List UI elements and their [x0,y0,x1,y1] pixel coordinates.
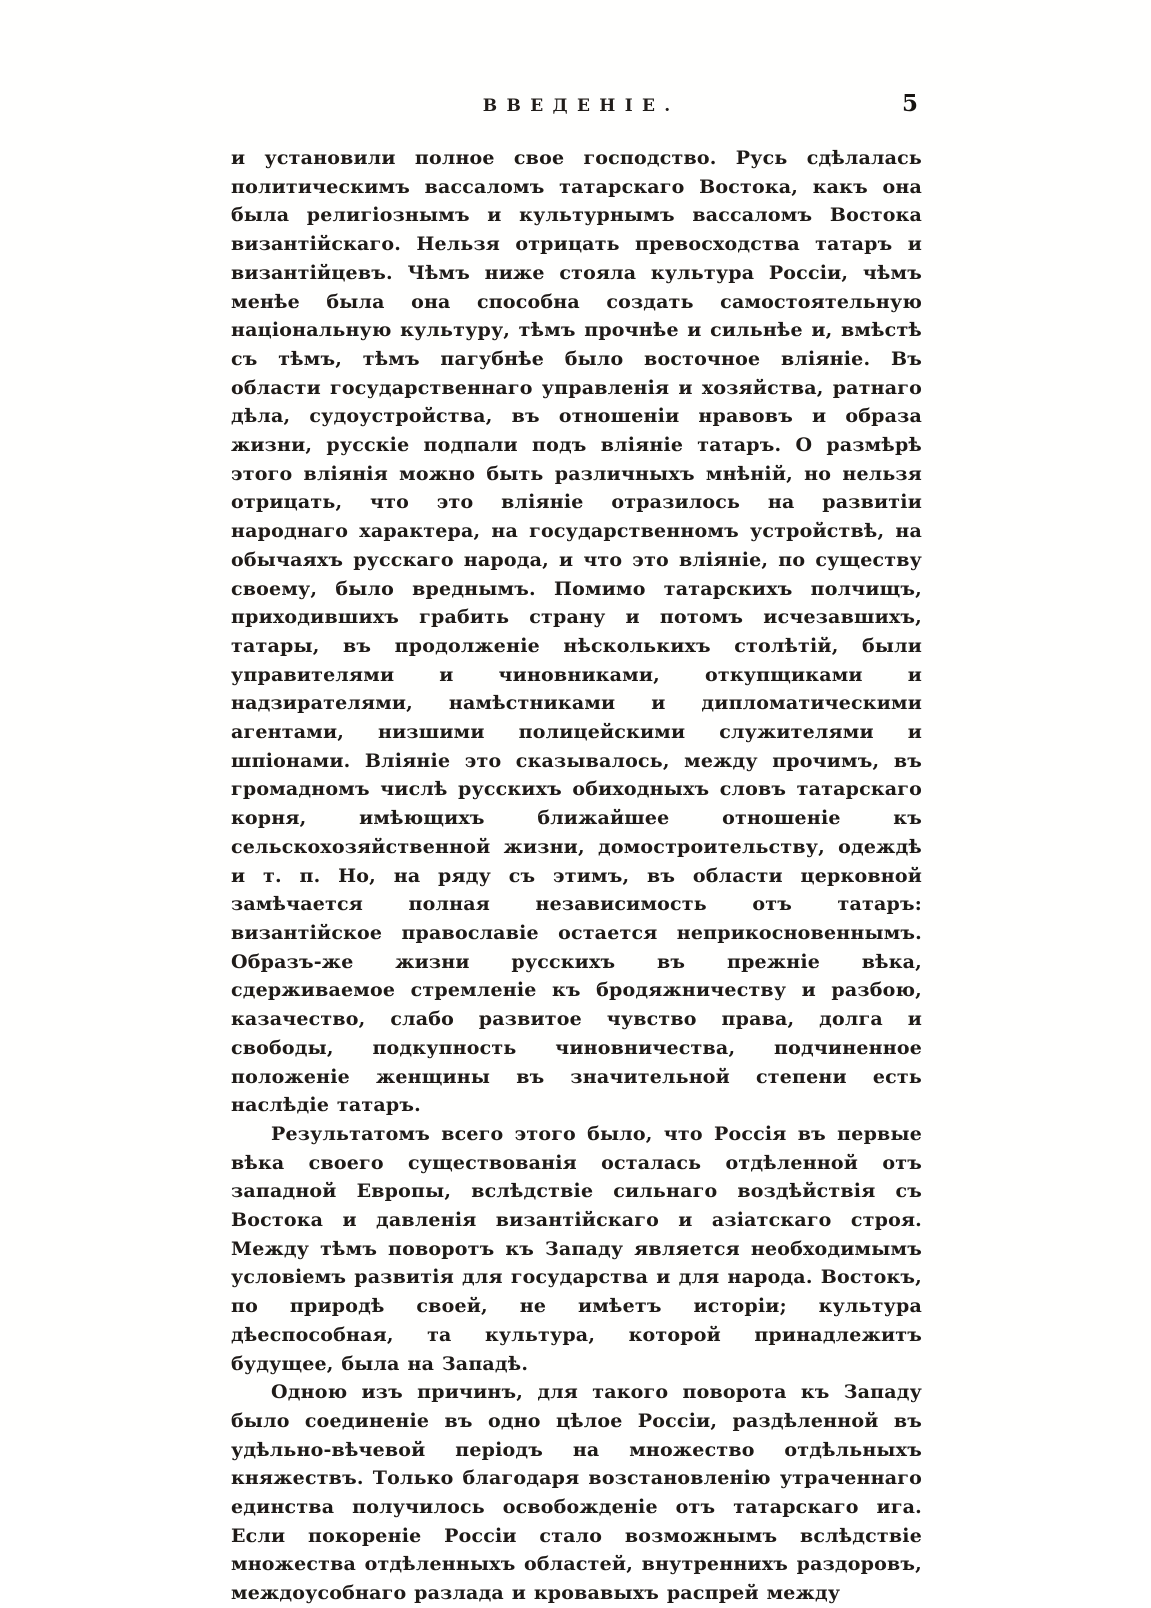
running-title: ВВЕДЕНІЕ. [482,96,680,116]
page-header [231,90,922,126]
paragraph: Результатомъ всего этого было, что Россія въ первые вѣка своего существованія осталась отдѣленной отъ западной Европы, вслѣдствіе сильнаго воздѣйствія съ Востока и давленія византійскаго и азіатскаго строя. Между тѣмъ поворотъ къ Западу является необходимымъ условіемъ развитія для государства и для народа. Востокъ, по природѣ своей, не имѣетъ исторіи; культура дѣеспособная, та культура, которой принадлежитъ будущее, была на Западѣ. [231,1122,922,1375]
paragraph: и установили полное свое господство. Русь сдѣлалась политическимъ вассаломъ татарскаго Востока, какъ она была религіознымъ и культурнымъ вассаломъ Востока византійскаго. Нельзя отрицать превосходства татаръ и византійцевъ. Чѣмъ ниже стояла культура Россіи, чѣмъ менѣе была она способна создать самостоятельную національную культуру, тѣмъ прочнѣе и сильнѣе и, вмѣстѣ съ тѣмъ, тѣмъ пагубнѣе было восточное вліяніе. Въ области государственнаго управленія и хозяйства, ратнаго дѣла, судоустройства, въ отношеніи нравовъ и образа жизни, русскіе подпали подъ вліяніе татаръ. О размѣрѣ этого вліянія можно быть различныхъ мнѣній, но нельзя отрицать, что это вліяніе отразилось на развитіи народнаго характера, на государственномъ устройствѣ, на обычаяхъ русскаго народа, и что это вліяніе, по существу своему, было вреднымъ. Помимо татарскихъ полчищъ, приходившихъ грабить страну и потомъ исчезавшихъ, татары, въ продолженіе нѣсколькихъ столѣтій, были управителями и чиновниками, откупщиками и надзирателями, намѣстниками и дипломатическими агентами, низшими полицейскими служителями и шпіонами. Вліяніе это сказывалось, между прочимъ, въ громадномъ числѣ русскихъ обиходныхъ словъ татарскаго корня, имѣющихъ ближайшее отношеніе къ сельскохозяйственной жизни, домостроительству, одеждѣ и т. п. Но, на ряду съ этимъ, въ области церковной замѣчается полная независимость отъ татаръ: византійское православіе остается неприкосновеннымъ. Образъ-же жизни русскихъ въ прежніе вѣка, сдерживаемое стремленіе къ бродяжничеству и разбою, казачество, слабо развитое чувство права, долга и свободы, подкупность чиновничества, подчиненное положеніе женщины въ значительной степени есть наслѣдіе татаръ. [231,147,922,1117]
paragraph: Одною изъ причинъ, для такого поворота къ Западу было соединеніе въ одно цѣлое Россіи, раздѣленной въ удѣльно-вѣчевой періодъ на множество отдѣльныхъ княжествъ. Только благодаря возстановленію утраченнаго единства получилось освобожденіе отъ татарскаго ига. Если покореніе Россіи стало возможнымъ вслѣдствіе множества отдѣленныхъ областей, внутреннихъ раздоровъ, междоусобнаго разлада и кровавыхъ распрей между [231,1381,922,1605]
page-number: 5 [901,90,918,117]
body-text [231,144,922,1608]
